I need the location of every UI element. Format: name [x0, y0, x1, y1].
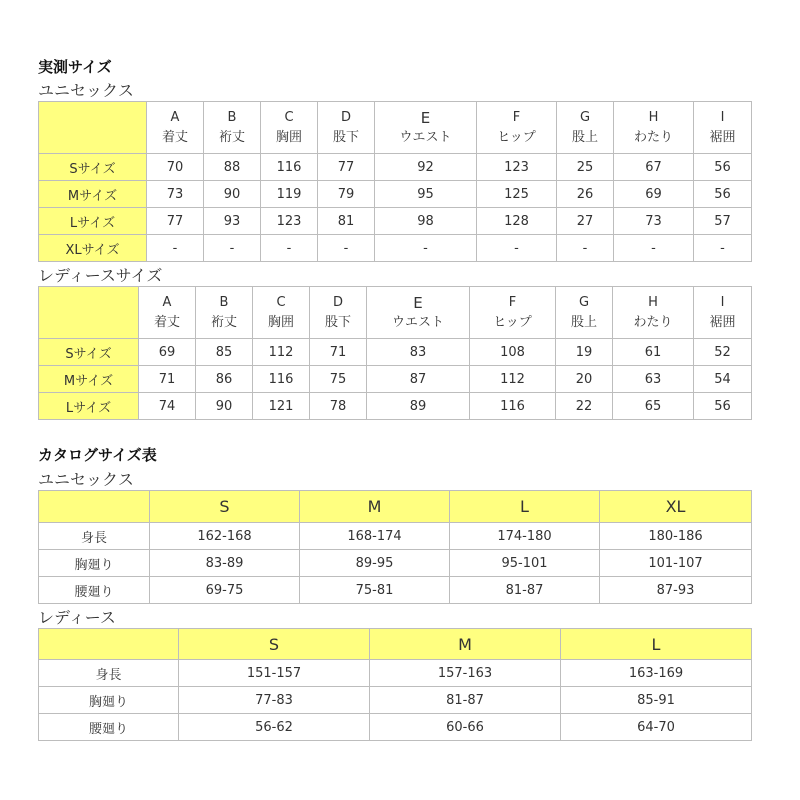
row-label: Mサイズ	[39, 366, 139, 393]
table-cell: 63	[613, 366, 694, 393]
measured-sizes-heading: 実測サイズ	[38, 58, 112, 76]
measured-unisex-header-row	[39, 102, 752, 154]
table-row	[39, 660, 752, 687]
table-row	[39, 208, 752, 235]
row-label: Mサイズ	[39, 181, 147, 208]
table-cell: 85-91	[561, 687, 752, 714]
column-header: I 裾囲	[694, 102, 752, 154]
table-cell: 83-89	[150, 550, 300, 577]
table-cell: 19	[556, 339, 613, 366]
table-cell: 54	[694, 366, 752, 393]
catalog-sizes-heading: カタログサイズ表	[38, 446, 157, 464]
column-header: B 裄丈	[196, 287, 253, 339]
table-row	[39, 181, 752, 208]
table-cell: -	[557, 235, 614, 262]
row-label: 胸廻り	[39, 687, 179, 714]
table-row	[39, 577, 752, 604]
table-cell: 101-107	[600, 550, 752, 577]
table-cell: 74	[139, 393, 196, 420]
table-cell: 116	[470, 393, 556, 420]
column-header: G 股上	[557, 102, 614, 154]
catalog-ladies-size-row	[39, 629, 752, 660]
table-row	[39, 339, 752, 366]
table-cell: 87	[367, 366, 470, 393]
row-label: XLサイズ	[39, 235, 147, 262]
table-cell: 56-62	[179, 714, 370, 741]
table-cell: 65	[613, 393, 694, 420]
header-corner-cell	[39, 491, 150, 523]
table-cell: 123	[261, 208, 318, 235]
column-header: A 着丈	[147, 102, 204, 154]
size-header: M	[370, 629, 561, 660]
column-header: D 股下	[318, 102, 375, 154]
row-label: 身長	[39, 660, 179, 687]
table-cell: 85	[196, 339, 253, 366]
table-cell: 20	[556, 366, 613, 393]
table-cell: 27	[557, 208, 614, 235]
table-cell: 112	[470, 366, 556, 393]
table-cell: 86	[196, 366, 253, 393]
table-cell: 77-83	[179, 687, 370, 714]
measured-unisex-table	[38, 101, 752, 262]
column-header: E ウエスト	[367, 287, 470, 339]
table-cell: 92	[375, 154, 477, 181]
size-header: L	[450, 491, 600, 523]
column-header: I 裾囲	[694, 287, 752, 339]
table-cell: 163-169	[561, 660, 752, 687]
catalog-unisex-title: ユニセックス	[38, 470, 134, 489]
catalog-unisex-size-row	[39, 491, 752, 523]
table-cell: 174-180	[450, 523, 600, 550]
table-cell: 116	[261, 154, 318, 181]
column-header: H わたり	[613, 287, 694, 339]
table-cell: 71	[139, 366, 196, 393]
measured-unisex-title: ユニセックス	[38, 81, 134, 100]
column-header: H わたり	[614, 102, 694, 154]
column-header: B 裄丈	[204, 102, 261, 154]
table-cell: 61	[613, 339, 694, 366]
table-cell: 77	[318, 154, 375, 181]
table-cell: 121	[253, 393, 310, 420]
table-cell: 81-87	[370, 687, 561, 714]
table-cell: 157-163	[370, 660, 561, 687]
table-cell: 95-101	[450, 550, 600, 577]
table-cell: 119	[261, 181, 318, 208]
table-row	[39, 714, 752, 741]
table-cell: 89	[367, 393, 470, 420]
table-cell: 71	[310, 339, 367, 366]
table-cell: 123	[477, 154, 557, 181]
size-header: S	[179, 629, 370, 660]
row-label: 腰廻り	[39, 714, 179, 741]
table-cell: 73	[147, 181, 204, 208]
measured-ladies-title: レディースサイズ	[38, 266, 163, 285]
table-row	[39, 523, 752, 550]
table-cell: 64-70	[561, 714, 752, 741]
table-cell: 69	[139, 339, 196, 366]
table-cell: -	[614, 235, 694, 262]
table-cell: 83	[367, 339, 470, 366]
table-cell: 90	[196, 393, 253, 420]
table-cell: 69	[614, 181, 694, 208]
table-cell: 73	[614, 208, 694, 235]
table-cell: 77	[147, 208, 204, 235]
table-cell: 180-186	[600, 523, 752, 550]
column-header: A 着丈	[139, 287, 196, 339]
row-label: Sサイズ	[39, 154, 147, 181]
table-row	[39, 393, 752, 420]
table-cell: 128	[477, 208, 557, 235]
table-cell: 60-66	[370, 714, 561, 741]
column-header: D 股下	[310, 287, 367, 339]
table-cell: -	[204, 235, 261, 262]
table-cell: 108	[470, 339, 556, 366]
table-cell: 162-168	[150, 523, 300, 550]
column-header: F ヒップ	[470, 287, 556, 339]
measured-ladies-header-row	[39, 287, 752, 339]
table-cell: 88	[204, 154, 261, 181]
table-cell: -	[318, 235, 375, 262]
table-cell: 98	[375, 208, 477, 235]
row-label: 腰廻り	[39, 577, 150, 604]
table-row	[39, 550, 752, 577]
row-label: 身長	[39, 523, 150, 550]
header-corner-cell	[39, 629, 179, 660]
table-cell: 79	[318, 181, 375, 208]
table-cell: 26	[557, 181, 614, 208]
column-header: E ウエスト	[375, 102, 477, 154]
table-cell: 81-87	[450, 577, 600, 604]
table-cell: 70	[147, 154, 204, 181]
table-cell: 125	[477, 181, 557, 208]
row-label: Lサイズ	[39, 208, 147, 235]
table-cell: 69-75	[150, 577, 300, 604]
row-label: 胸廻り	[39, 550, 150, 577]
table-cell: -	[477, 235, 557, 262]
table-cell: -	[694, 235, 752, 262]
table-cell: -	[375, 235, 477, 262]
header-corner-cell	[39, 102, 147, 154]
table-cell: 151-157	[179, 660, 370, 687]
table-row	[39, 235, 752, 262]
measured-ladies-table	[38, 286, 752, 420]
table-cell: 57	[694, 208, 752, 235]
table-cell: 89-95	[300, 550, 450, 577]
table-cell: 75-81	[300, 577, 450, 604]
size-header: S	[150, 491, 300, 523]
table-cell: 56	[694, 154, 752, 181]
header-corner-cell	[39, 287, 139, 339]
row-label: Sサイズ	[39, 339, 139, 366]
table-cell: 52	[694, 339, 752, 366]
size-header: L	[561, 629, 752, 660]
table-cell: 116	[253, 366, 310, 393]
column-header: G 股上	[556, 287, 613, 339]
table-cell: 56	[694, 393, 752, 420]
table-cell: 168-174	[300, 523, 450, 550]
catalog-unisex-table	[38, 490, 752, 604]
table-cell: 75	[310, 366, 367, 393]
table-row	[39, 366, 752, 393]
table-cell: 90	[204, 181, 261, 208]
table-cell: 56	[694, 181, 752, 208]
column-header: F ヒップ	[477, 102, 557, 154]
table-cell: 67	[614, 154, 694, 181]
table-cell: 95	[375, 181, 477, 208]
table-cell: 87-93	[600, 577, 752, 604]
column-header: C 胸囲	[253, 287, 310, 339]
table-cell: 22	[556, 393, 613, 420]
size-header: XL	[600, 491, 752, 523]
row-label: Lサイズ	[39, 393, 139, 420]
table-row	[39, 154, 752, 181]
table-cell: 81	[318, 208, 375, 235]
table-cell: 25	[557, 154, 614, 181]
catalog-ladies-title: レディース	[38, 608, 116, 627]
table-cell: -	[261, 235, 318, 262]
column-header: C 胸囲	[261, 102, 318, 154]
size-header: M	[300, 491, 450, 523]
table-row	[39, 687, 752, 714]
table-cell: -	[147, 235, 204, 262]
table-cell: 112	[253, 339, 310, 366]
table-cell: 78	[310, 393, 367, 420]
catalog-ladies-table	[38, 628, 752, 741]
table-cell: 93	[204, 208, 261, 235]
